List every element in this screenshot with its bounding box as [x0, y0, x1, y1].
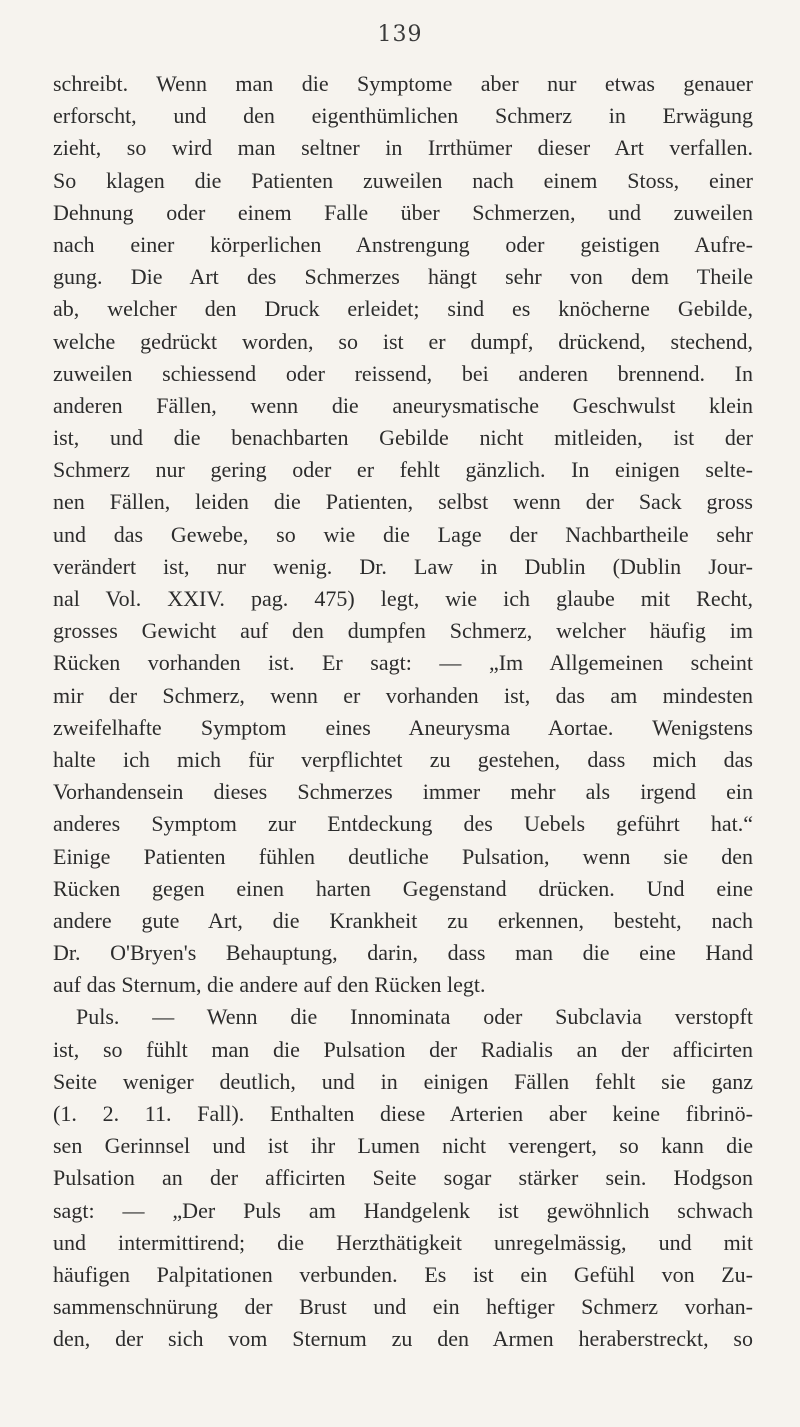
text-line: ist, so fühlt man die Pulsation der Radialis an der afficirten	[53, 1036, 753, 1062]
text-line: sammenschnürung der Brust und ein heftiger Schmerz vorhan-	[53, 1294, 753, 1320]
text-line: Rücken vorhanden ist. Er sagt: — „Im Allgemeinen scheint	[53, 650, 753, 676]
text-line: Vorhandensein dieses Schmerzes immer mehr als irgend ein	[53, 779, 753, 805]
text-line: sen Gerinnsel und ist ihr Lumen nicht verengert, so kann die	[53, 1133, 753, 1159]
text-line: Dr. O'Bryen's Behauptung, darin, dass man die eine Hand	[53, 940, 753, 966]
text-line: zuweilen schiessend oder reissend, bei anderen brennend. In	[53, 360, 753, 386]
text-line: häufigen Palpitationen verbunden. Es ist ein Gefühl von Zu-	[53, 1261, 753, 1287]
text-line: und intermittirend; die Herzthätigkeit unregelmässig, und mit	[53, 1229, 753, 1255]
text-line: nen Fällen, leiden die Patienten, selbst wenn der Sack gross	[53, 489, 753, 515]
text-line: verändert ist, nur wenig. Dr. Law in Dublin (Dublin Jour-	[53, 553, 753, 579]
text-line: sagt: — „Der Puls am Handgelenk ist gewöhnlich schwach	[53, 1197, 753, 1223]
text-line: welche gedrückt worden, so ist er dumpf, drückend, stechend,	[53, 328, 753, 354]
text-line: Schmerz nur gering oder er fehlt gänzlich. In einigen selte-	[53, 457, 753, 483]
text-line: gung. Die Art des Schmerzes hängt sehr von dem Theile	[53, 264, 753, 290]
text-line: Seite weniger deutlich, und in einigen Fällen fehlt sie ganz	[53, 1068, 753, 1094]
text-line: ab, welcher den Druck erleidet; sind es knöcherne Gebilde,	[53, 296, 753, 322]
text-line: ist, und die benachbarten Gebilde nicht mitleiden, ist der	[53, 425, 753, 451]
text-line: auf das Sternum, die andere auf den Rücken legt.	[53, 972, 486, 998]
text-line: halte ich mich für verpflichtet zu gestehen, dass mich das	[53, 746, 753, 772]
text-line: Rücken gegen einen harten Gegenstand drücken. Und eine	[53, 875, 753, 901]
text-line: mir der Schmerz, wenn er vorhanden ist, das am mindesten	[53, 682, 753, 708]
text-line: den, der sich vom Sternum zu den Armen heraberstreckt, so	[53, 1326, 753, 1352]
text-line: zweifelhafte Symptom eines Aneurysma Aortae. Wenigstens	[53, 714, 753, 740]
text-line: anderen Fällen, wenn die aneurysmatische Geschwulst klein	[53, 392, 753, 418]
text-line: zieht, so wird man seltner in Irrthümer dieser Art verfallen.	[53, 135, 753, 161]
text-line: erforscht, und den eigenthümlichen Schmerz in Erwägung	[53, 103, 753, 129]
text-line: andere gute Art, die Krankheit zu erkennen, besteht, nach	[53, 907, 753, 933]
text-line: (1. 2. 11. Fall). Enthalten diese Arterien aber keine fibrinö-	[53, 1101, 753, 1126]
body-text	[53, 68, 753, 1356]
text-line: anderes Symptom zur Entdeckung des Uebels geführt hat.“	[53, 811, 753, 837]
text-line: Puls. — Wenn die Innominata oder Subclavia verstopft	[76, 1004, 753, 1030]
page-number: 139	[377, 22, 423, 47]
text-line: Dehnung oder einem Falle über Schmerzen, und zuweilen	[53, 199, 753, 225]
text-line: grosses Gewicht auf den dumpfen Schmerz, welcher häufig im	[53, 618, 753, 644]
text-line: Einige Patienten fühlen deutliche Pulsation, wenn sie den	[53, 843, 753, 869]
text-line: schreibt. Wenn man die Symptome aber nur etwas genauer	[53, 71, 753, 96]
text-line: nal Vol. XXIV. pag. 475) legt, wie ich glaube mit Recht,	[53, 586, 753, 611]
text-line: nach einer körperlichen Anstrengung oder geistigen Aufre-	[53, 231, 753, 257]
text-line: So klagen die Patienten zuweilen nach einem Stoss, einer	[53, 167, 753, 193]
text-line: und das Gewebe, so wie die Lage der Nachbartheile sehr	[53, 521, 753, 547]
text-line: Pulsation an der afficirten Seite sogar stärker sein. Hodgson	[53, 1165, 753, 1191]
